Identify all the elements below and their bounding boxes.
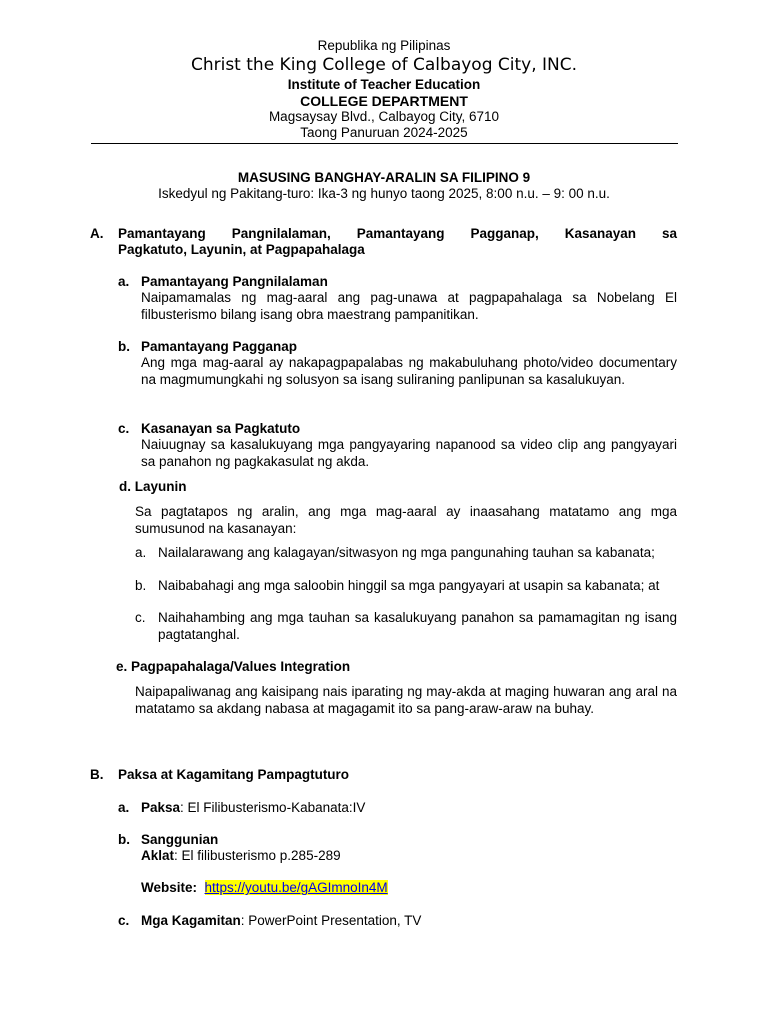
item-b-b-marker: b. — [118, 832, 130, 847]
item-a-text: Naipamamalas ng mag-aaral ang pag-unawa at pagpapahalaga sa Nobelang El filbusterismo bilang isang obra maestrang pampanitikan. — [141, 290, 677, 322]
item-b-a-marker: a. — [118, 800, 130, 815]
school-name: Christ the King College of Calbayog City, INC. — [190, 55, 578, 75]
item-c-marker: c. — [118, 421, 130, 436]
objective-2-marker: b. — [135, 578, 147, 593]
objective-1-marker: a. — [135, 545, 147, 560]
section-a-heading-line1: Pamantayang Pangnilalaman, Pamantayang Pagganap, Kasanayan sa — [118, 226, 677, 241]
item-d-intro: Sa pagtatapos ng aralin, ang mga mag-aaral ay inaasahang matatamo ang mga sumusunod na kasanayan: — [135, 504, 677, 536]
objective-2-text: Naibabahagi ang mga saloobin hinggil sa mga pangyayari at usapin sa kabanata; at — [158, 578, 660, 593]
aklat-label: Aklat — [141, 848, 175, 863]
sanggunian-title: Sanggunian — [141, 832, 219, 847]
kagamitan-value: : PowerPoint Presentation, TV — [240, 913, 422, 928]
item-b-marker: b. — [118, 339, 130, 354]
item-b-title: Pamantayang Pagganap — [141, 339, 298, 354]
website-line — [141, 880, 388, 897]
item-b-c-marker: c. — [118, 913, 130, 928]
objective-3-text: Naihahambing ang mga tauhan sa kasalukuyang panahon sa pamamagitan ng isang pagtatanghal. — [158, 610, 677, 642]
section-b-marker: B. — [90, 767, 104, 782]
item-c-text: Naiuugnay sa kasalukuyang mga pangyayaring napanood sa video clip ang pangyayari sa panahon ng pagkakasulat ng akda. — [141, 437, 677, 469]
school-year: Taong Panuruan 2024-2025 — [300, 125, 468, 140]
section-b-heading: Paksa at Kagamitang Pampagtuturo — [118, 767, 350, 782]
item-d-title: d. Layunin — [119, 479, 187, 494]
item-e-text: Naipapaliwanag ang kaisipang nais iparating ng may-akda at maging huwaran ang aral na matatamo sa akdang nabasa at magagamit ito sa pang-araw-araw na buhay. — [135, 684, 677, 716]
aklat-line — [141, 848, 341, 865]
department-name: COLLEGE DEPARTMENT — [300, 93, 468, 109]
item-b-text: Ang mga mag-aaral ay nakapagpapalabas ng makabuluhang photo/video documentary na magmumungkahi ng solusyon sa isang suliraning panlipunan sa kasalukuyan. — [141, 355, 677, 387]
schedule-line: Iskedyul ng Pakitang-turo: Ika-3 ng hunyo taong 2025, 8:00 n.u. – 9: 00 n.u. — [158, 186, 610, 201]
aklat-value: : El filibusterismo p.285-289 — [174, 848, 341, 863]
school-address: Magsaysay Blvd., Calbayog City, 6710 — [268, 109, 500, 124]
item-c-title: Kasanayan sa Pagkatuto — [141, 421, 301, 436]
objective-3-marker: c. — [135, 610, 146, 625]
kagamitan-line — [141, 913, 421, 930]
item-a-title: Pamantayang Pangnilalaman — [141, 274, 328, 289]
republic-line: Republika ng Pilipinas — [317, 38, 451, 53]
paksa-value: : El Filibusterismo-Kabanata:IV — [180, 800, 366, 815]
institute-name: Institute of Teacher Education — [287, 77, 481, 92]
kagamitan-label: Mga Kagamitan — [141, 913, 241, 928]
website-link[interactable]: https://youtu.be/gAGImnoIn4M — [204, 880, 388, 895]
item-e-title: e. Pagpapahalaga/Values Integration — [116, 659, 351, 674]
section-a-heading-line2: Pagkatuto, Layunin, at Pagpapahalaga — [118, 242, 365, 257]
document-title: MASUSING BANGHAY-ARALIN SA FILIPINO 9 — [237, 170, 531, 185]
section-a-marker: A. — [90, 226, 104, 241]
header-divider — [91, 143, 678, 144]
paksa-line — [141, 800, 365, 817]
paksa-label: Paksa — [141, 800, 181, 815]
objective-1-text: Nailalarawang ang kalagayan/sitwasyon ng mga pangunahing tauhan sa kabanata; — [158, 545, 655, 560]
website-label: Website: — [141, 880, 198, 895]
item-a-marker: a. — [118, 274, 130, 289]
